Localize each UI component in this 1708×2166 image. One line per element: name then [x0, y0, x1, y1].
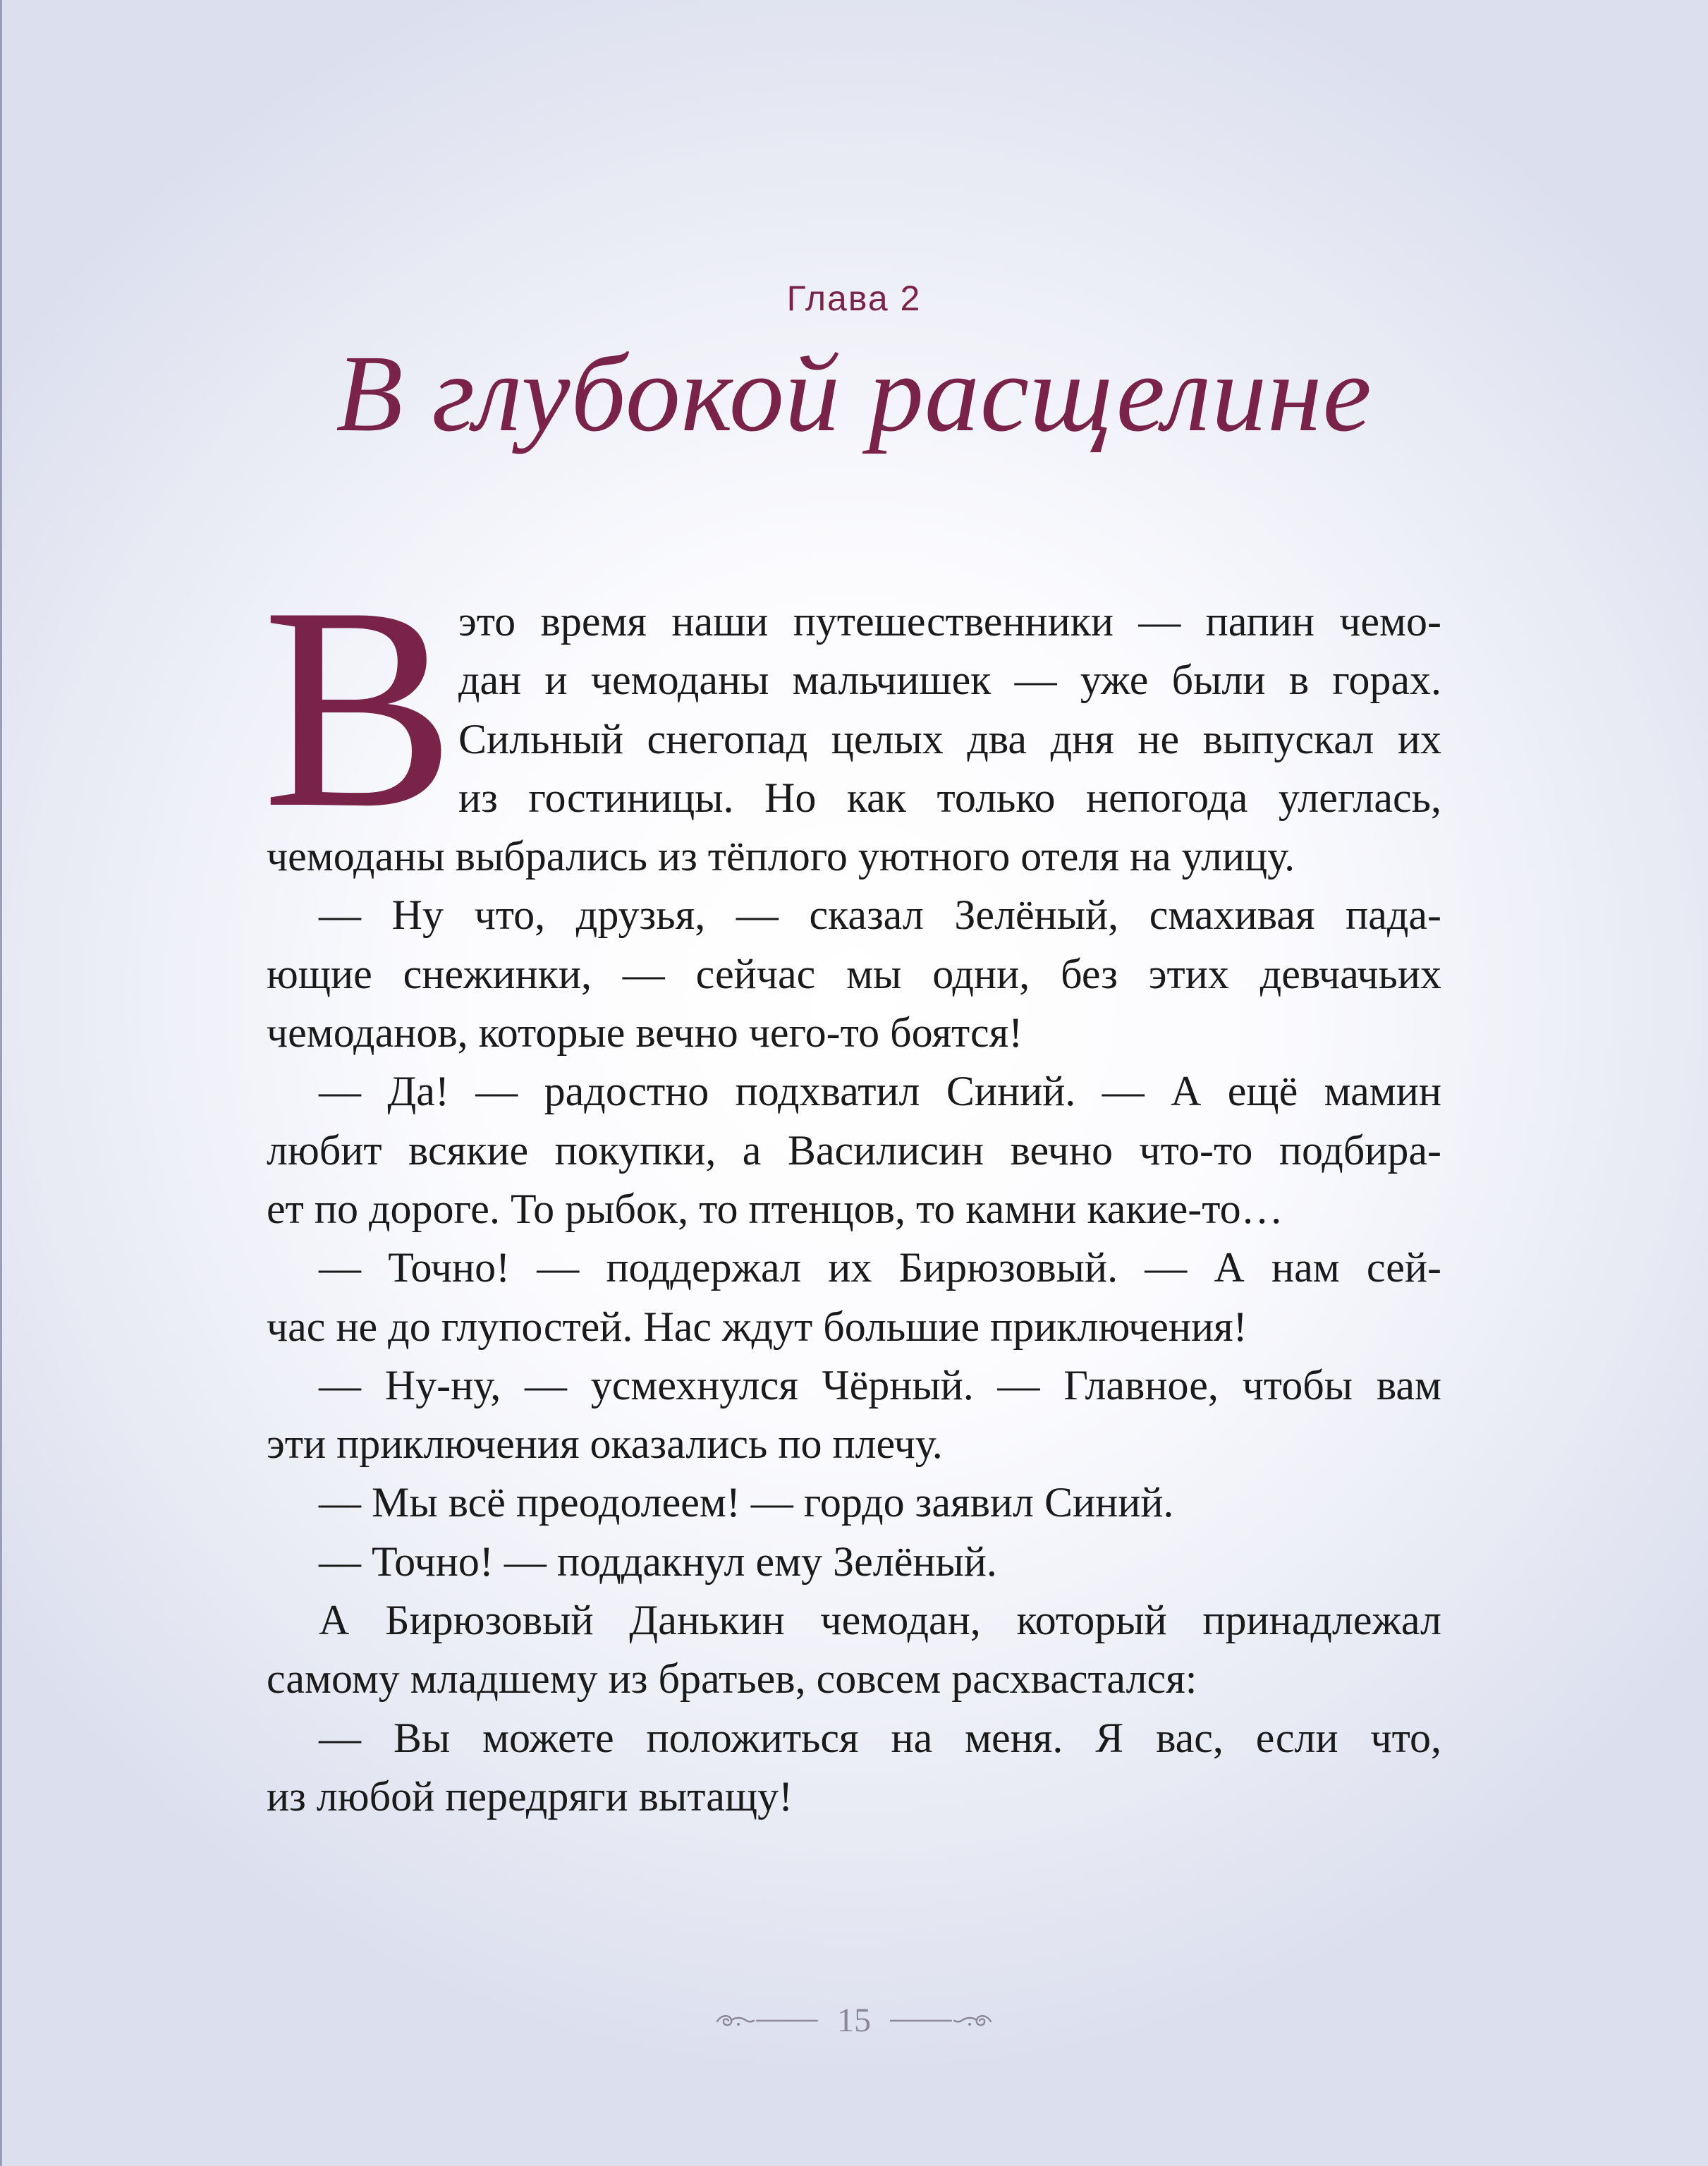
- body-text: [267, 592, 1441, 1826]
- text-line: час не до глупостей. Нас ждут большие приключения!: [267, 1303, 1248, 1350]
- text-line: из любой передряги вытащу!: [267, 1772, 793, 1820]
- text-line: — Ну-ну, — усмехнулся Чёрный. — Главное, чтобы вам: [319, 1361, 1441, 1408]
- text-line: из гостиницы. Но как только непогода улеглась,: [458, 774, 1441, 821]
- page-number: 15: [837, 2002, 871, 2039]
- text-line: ет по дороге. То рыбок, то птенцов, то камни какие-то…: [267, 1185, 1283, 1232]
- chapter-label: Глава 2: [786, 279, 922, 318]
- chapter-title: В глубокой расщелине: [336, 332, 1372, 454]
- text-line: дан и чемоданы мальчишек — уже были в горах.: [458, 657, 1441, 704]
- text-line: — Да! — радостно подхватил Синий. — А ещё мамин: [319, 1068, 1441, 1115]
- text-line: — Ну что, друзья, — сказал Зелёный, смахивая пада-: [319, 892, 1441, 939]
- text-line: чемоданы выбрались из тёплого уютного отеля на улицу.: [267, 833, 1295, 880]
- text-line: — Точно! — поддержал их Бирюзовый. — А нам сей-: [319, 1244, 1441, 1291]
- page-footer: [0, 2000, 1708, 2042]
- right-flourish-icon: [889, 2010, 994, 2031]
- drop-cap: В: [262, 547, 456, 868]
- text-line: А Бирюзовый Данькин чемодан, который принадлежал: [319, 1597, 1441, 1644]
- text-line: любит всякие покупки, а Василисин вечно что-то подбира-: [267, 1126, 1441, 1174]
- text-line: чемоданов, которые вечно чего-то боятся!: [267, 1009, 1023, 1057]
- text-line: — Точно! — поддакнул ему Зелёный.: [319, 1538, 997, 1585]
- text-line: самому младшему из братьев, совсем расхвастался:: [267, 1655, 1197, 1703]
- text-line: эти приключения оказались по плечу.: [267, 1420, 943, 1468]
- text-line: — Мы всё преодолеем! — гордо заявил Синий.: [319, 1479, 1174, 1526]
- text-line: это время наши путешественники — папин чемо-: [458, 598, 1441, 645]
- text-line: Сильный снегопад целых два дня не выпускал их: [458, 715, 1441, 762]
- text-line: — Вы можете положиться на меня. Я вас, если что,: [319, 1714, 1441, 1761]
- left-flourish-icon: [714, 2010, 819, 2031]
- page-left-edge: [0, 0, 2, 2166]
- text-line: ющие снежинки, — сейчас мы одни, без этих девчачьих: [267, 950, 1441, 997]
